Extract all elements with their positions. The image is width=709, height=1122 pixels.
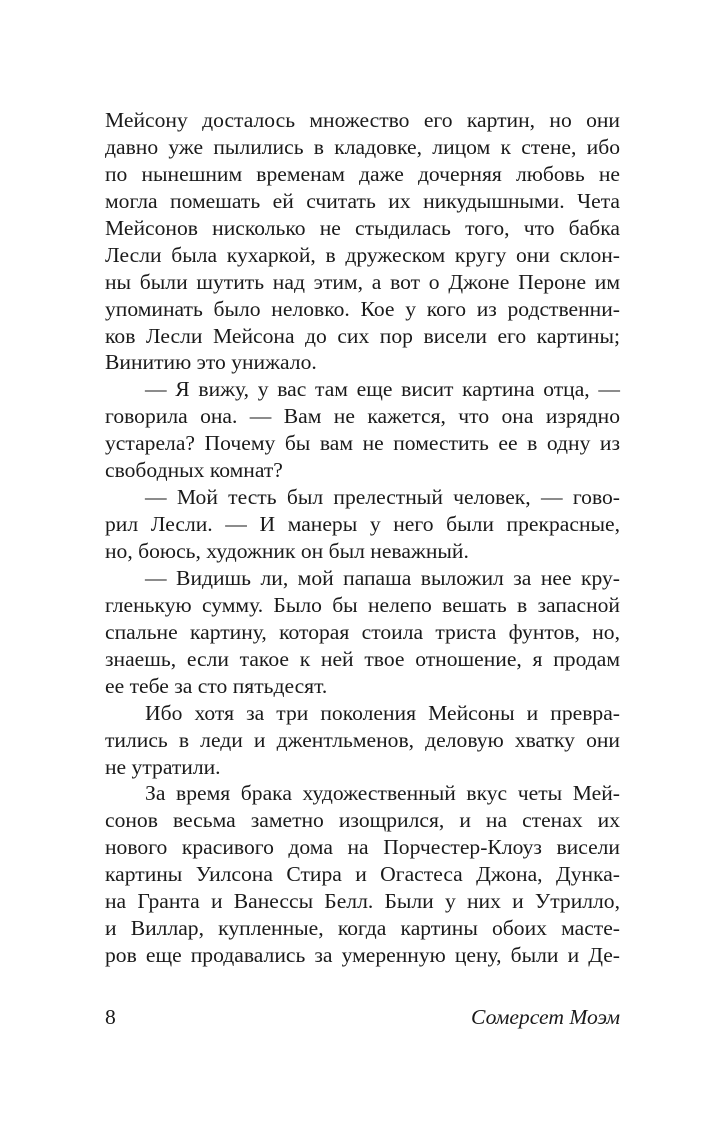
text-line: по нынешним временам даже дочерняя любовь не [105,161,620,186]
text-line: нового красивого дома на Порчестер-Клоуз висели [105,835,620,860]
running-footer-author: Сомерсет Моэм [471,1005,620,1029]
text-line: За время брака художественный вкус четы Мей- [145,781,620,806]
text-line: ров еще продавались за умеренную цену, были и Де- [105,943,620,968]
text-line: свободных комнат? [105,458,283,483]
text-line: гленькую сумму. Было бы нелепо вешать в запасной [105,592,620,617]
text-line: не утратили. [105,754,221,779]
paragraph [105,376,620,484]
text-line: рил Лесли. — И манеры у него были прекрасные, [105,512,620,537]
text-line: спальне картину, которая стоила триста фунтов, но, [105,619,620,644]
text-line: ков Лесли Мейсона до сих пор висели его картины; [105,323,620,348]
text-line: Лесли была кухаркой, в дружеском кругу они склон- [105,242,620,267]
text-line: — Видишь ли, мой папаша выложил за нее кру- [145,565,620,590]
paragraph [105,484,620,565]
paragraph [105,700,620,781]
text-line: ны были шутить над этим, а вот о Джоне Пероне им [105,269,620,294]
text-line: знаешь, если такое к ней твое отношение, я продам [105,646,620,671]
text-line: Мейсонов нисколько не стыдилась того, что бабка [105,215,620,240]
text-line: тились в леди и джентльменов, деловую хватку они [105,727,620,752]
text-line: упоминать было неловко. Кое у кого из родственни- [105,296,620,321]
paragraph [105,565,620,700]
text-line: могла помешать ей считать их никудышными. Чета [105,188,620,213]
text-line: Ибо хотя за три поколения Мейсоны и превра- [145,700,620,725]
text-line: — Мой тесть был прелестный человек, — гово- [145,485,620,510]
text-line: Мейсону досталось множество его картин, но они [105,108,620,132]
text-line: — Я вижу, у вас там еще висит картина отца, — [145,377,620,402]
text-line: картины Уилсона Стира и Огастеса Джона, Дунка- [105,862,620,887]
text-line: давно уже пылились в кладовке, лицом к стене, ибо [105,134,620,159]
text-line: говорила она. — Вам не кажется, что она изрядно [105,404,620,429]
body-text [105,107,620,969]
text-line: устарела? Почему бы вам не поместить ее в одну из [105,431,620,456]
text-line: и Виллар, купленные, когда картины обоих масте- [105,916,620,941]
paragraph [105,107,620,376]
text-line: сонов весьма заметно изощрился, и на стенах их [105,808,620,833]
text-line: ее тебе за сто пятьдесят. [105,673,328,698]
text-line: но, боюсь, художник он был неважный. [105,539,469,563]
paragraph [105,780,620,969]
page-number: 8 [105,1005,116,1029]
text-line: Винитию это унижало. [105,350,317,375]
text-line: на Гранта и Ванессы Белл. Были у них и Утрилло, [105,889,620,914]
